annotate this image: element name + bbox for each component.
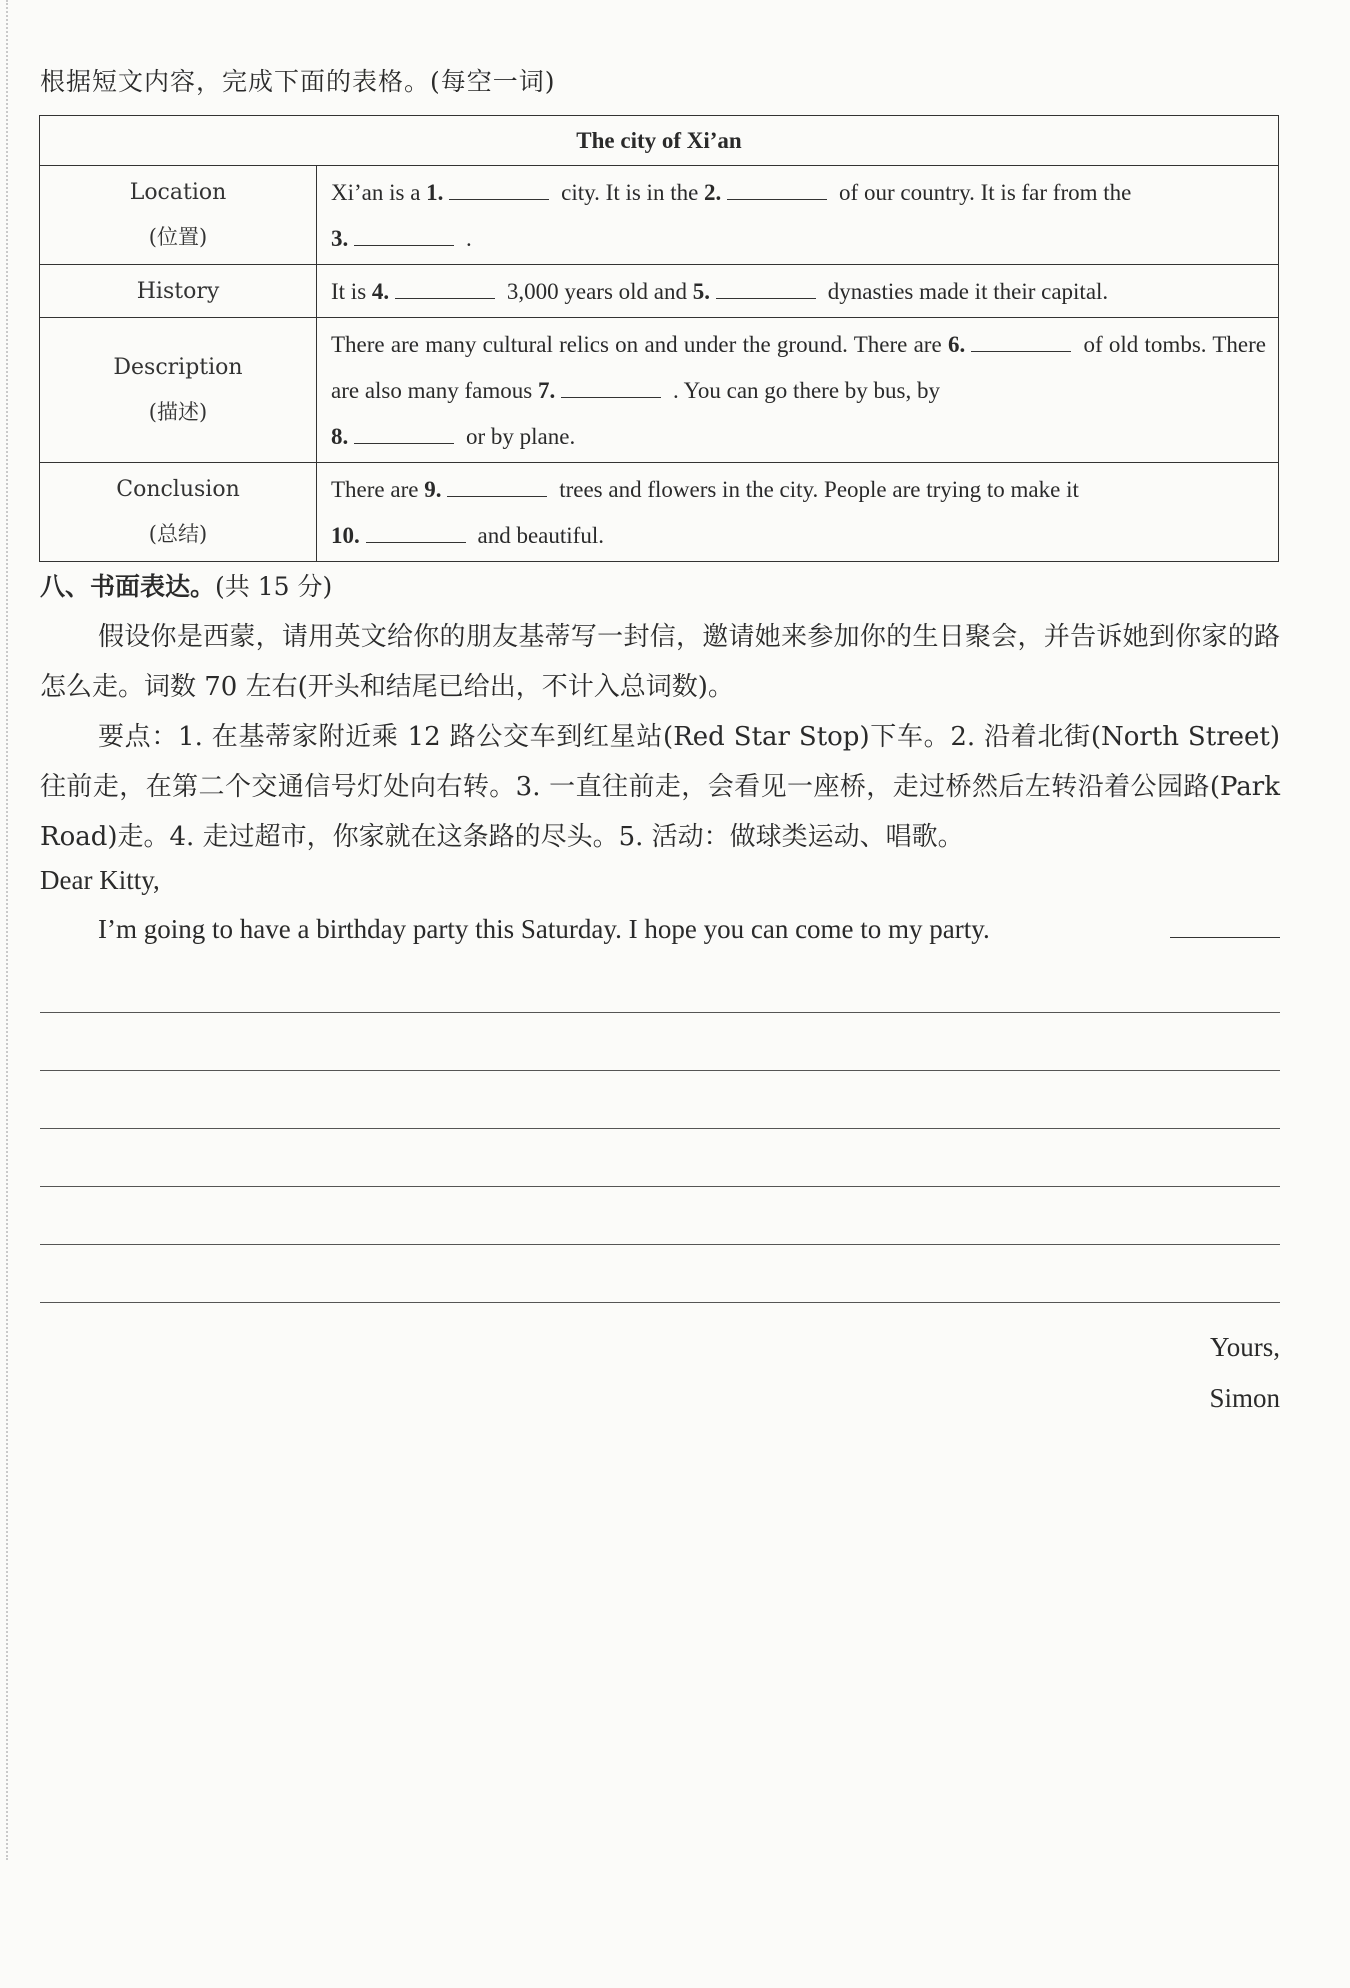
blank-number: 3. [331,226,349,251]
row-label-en: Conclusion [116,477,240,502]
row-text: and beautiful. [471,523,604,548]
row-text: . [460,226,472,251]
writing-line[interactable] [40,1244,1280,1245]
row-content [317,318,1279,463]
table-row-conclusion [40,463,1279,562]
blank-number: 10. [331,523,360,548]
row-text: There are many cultural relics on and under the ground. There are [331,332,948,357]
answer-blank-3[interactable] [354,223,454,246]
section-points: (共 15 分) [215,572,333,601]
table-title: The city of Xi’an [40,116,1279,166]
row-label-cn: (总结) [148,522,208,546]
row-content [317,463,1279,562]
writing-prompt: 假设你是西蒙，请用英文给你的朋友基蒂写一封信，邀请她来参加你的生日聚会，并告诉她到你家的路怎么走。词数 70 左右(开头和结尾已给出，不计入总词数)。 [40,622,1280,702]
answer-blank-2[interactable] [727,177,827,200]
writing-line[interactable] [40,1070,1280,1071]
answer-blank-4[interactable] [395,276,495,299]
writing-line[interactable] [40,1302,1280,1303]
blank-number: 7. [537,378,556,403]
table-instruction: 根据短文内容，完成下面的表格。(每空一词) [40,67,556,96]
answer-blank-8[interactable] [354,421,454,444]
letter-greeting: Dear Kitty, [40,865,160,895]
row-content [317,265,1279,318]
row-text: city. It is in the [555,180,705,205]
answer-blank-6[interactable] [971,329,1071,352]
row-text: . You can go there by bus, by [667,378,940,403]
row-text: dynasties made it their capital. [822,279,1109,304]
writing-line[interactable] [40,1128,1280,1129]
writing-blank-inline[interactable] [1170,917,1280,938]
table-row-description [40,318,1279,463]
xian-info-table [39,115,1279,562]
letter-opening-text: I’m going to have a birthday party this Saturday. I hope you can come to my party. [98,914,990,944]
section-title: 八、书面表达。 [40,572,216,601]
row-label-cn: (位置) [148,225,208,249]
blank-number: 6. [947,332,966,357]
binding-margin [6,0,8,1860]
blank-number: 1. [426,180,444,205]
row-label-en: Location [129,180,227,205]
row-text: of our country. It is far from the [833,180,1132,205]
row-label-en: History [136,278,220,304]
blank-number: 8. [331,424,349,449]
row-text: 3,000 years old and [501,279,693,304]
row-text: It is [331,279,372,304]
row-label [40,318,317,463]
row-label [40,265,317,318]
row-label [40,463,317,562]
answer-blank-5[interactable] [716,276,816,299]
blank-number: 4. [371,279,390,304]
row-label [40,166,317,265]
blank-number: 9. [424,477,442,502]
writing-line[interactable] [40,1186,1280,1187]
answer-blank-10[interactable] [366,520,466,543]
table-row-location [40,166,1279,265]
row-text: Xi’an is a [331,180,427,205]
letter-closing: Yours, [1209,1332,1280,1362]
writing-line[interactable] [40,1012,1280,1013]
letter-opening [40,914,1280,945]
answer-blank-7[interactable] [561,375,661,398]
row-text: or by plane. [460,424,576,449]
row-text: trees and flowers in the city. People are trying to make it [553,477,1079,502]
answer-blank-1[interactable] [449,177,549,200]
row-text: of old tombs. There are also many famous [331,332,1266,403]
section-heading [40,567,332,603]
answer-blank-9[interactable] [447,474,547,497]
row-text: There are [331,477,425,502]
row-content [317,166,1279,265]
writing-key-points: 要点：1. 在基蒂家附近乘 12 路公交车到红星站(Red Star Stop)下车。2. 沿着北街(North Street)往前走，在第二个交通信号灯处向右转。3. 一直往前走，会看见一座桥，走过桥然后左转沿着公园路(Park Road)走。4. 走过超市，你家就在这条路的尽头。5. 活动：做球类运动、唱歌。 [40,722,1280,852]
table-row-history [40,265,1279,318]
row-label-cn: (描述) [148,400,208,424]
blank-number: 2. [704,180,722,205]
blank-number: 5. [692,279,711,304]
row-label-en: Description [113,355,243,380]
letter-signature: Simon [1209,1383,1280,1413]
